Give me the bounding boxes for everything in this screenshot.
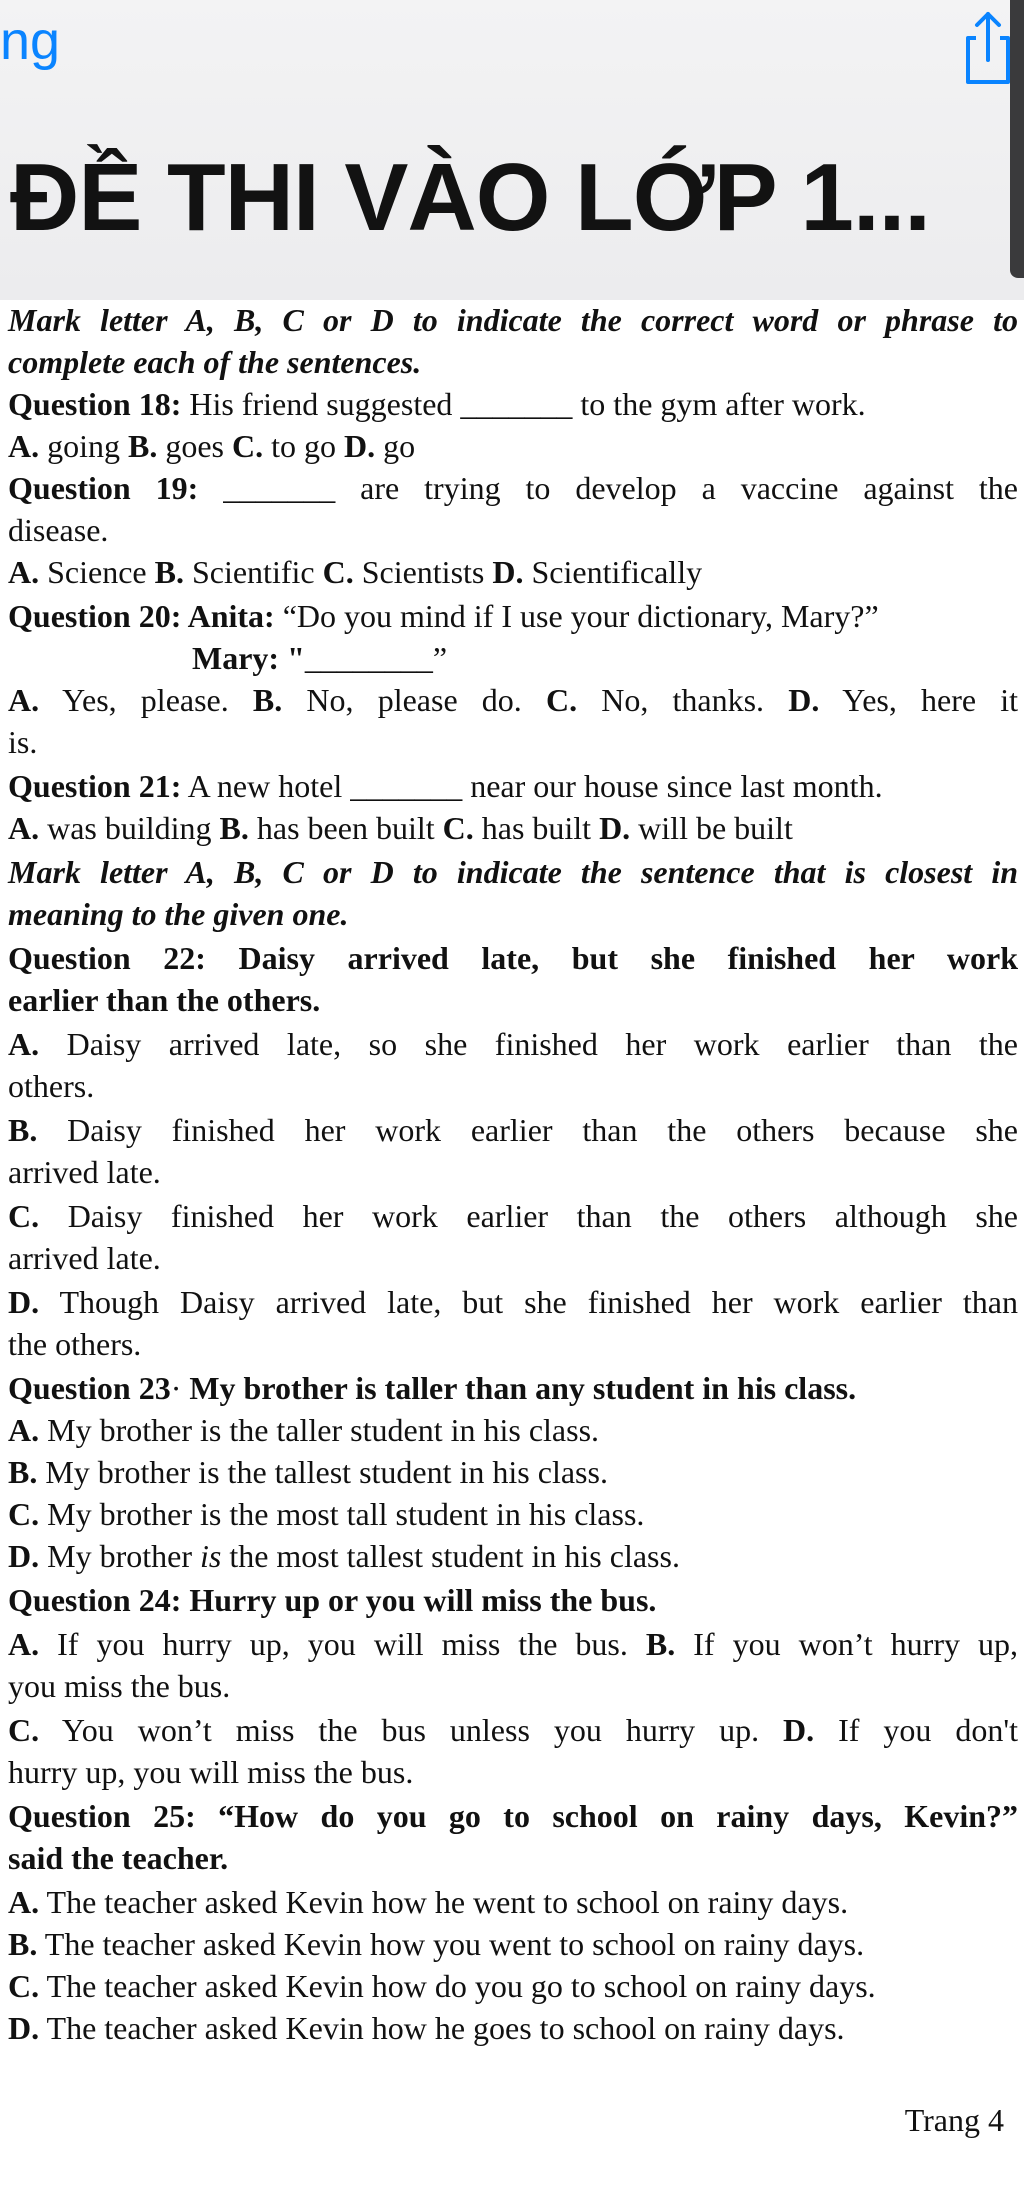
page-number: Trang 4 <box>904 2102 1004 2138</box>
question-19-options: A. Science B. Scientific C. Scientists D. Scientifically <box>8 554 703 590</box>
answer-blank: _______ <box>223 470 336 506</box>
question-23-option-d: D. My brother is the most tallest student in his class. <box>8 1538 680 1574</box>
question-25-option-c: C. The teacher asked Kevin how do you go to school on rainy days. <box>8 1968 876 2004</box>
question-19: Question 19: _______ are trying to develop a vaccine against the <box>8 470 1019 506</box>
question-22-line-2: earlier than the others. <box>8 982 321 1018</box>
question-22-option-a: A. Daisy arrived late, so she finished her work earlier than the <box>8 1026 1018 1062</box>
question-22-option-a-continued: others. <box>8 1068 95 1104</box>
question-24-options-ab: A. If you hurry up, you will miss the bus. B. If you won’t hurry up, <box>8 1626 1019 1662</box>
question-24: Question 24: Hurry up or you will miss the bus. <box>8 1582 657 1618</box>
question-22-option-b: B. Daisy finished her work earlier than the others because she <box>8 1112 1018 1148</box>
document-title: ĐỀ THI VÀO LỚP 1... <box>10 144 930 251</box>
share-button[interactable] <box>956 6 1018 88</box>
question-21-options: A. was building B. has been built C. has built D. will be built <box>8 810 793 846</box>
browser-top-bar <box>0 0 1024 300</box>
question-label: Question 23 <box>8 1370 171 1406</box>
question-label: Question 20: <box>8 598 182 634</box>
question-20-reply: Mary: "________” <box>192 640 448 676</box>
question-23-option-a: A. My brother is the taller student in his class. <box>8 1412 600 1448</box>
question-21: Question 21: A new hotel _______ near our house since last month. <box>8 768 883 804</box>
question-25-option-d: D. The teacher asked Kevin how he goes to school on rainy days. <box>8 2010 845 2046</box>
document-page <box>0 300 1024 2208</box>
question-24-options-ab-continued: you miss the bus. <box>8 1668 231 1704</box>
answer-blank: _______ <box>350 768 463 804</box>
question-label: Question 19: <box>8 470 199 506</box>
instruction-1-line-2: complete each of the sentences. <box>8 344 422 380</box>
question-22-option-c-continued: arrived late. <box>8 1240 161 1276</box>
question-18-options: A. going B. goes C. to go D. go <box>8 428 416 464</box>
answer-blank: ________ <box>304 640 433 676</box>
question-23: Question 23· My brother is taller than any student in his class. <box>8 1370 857 1406</box>
instruction-2-line-1: Mark letter A, B, C or D to indicate the sentence that is closest in <box>8 854 1018 890</box>
question-22-option-b-continued: arrived late. <box>8 1154 161 1190</box>
question-label: Question 18: <box>8 386 182 422</box>
answer-blank: _______ <box>460 386 573 422</box>
question-24-options-cd: C. You won’t miss the bus unless you hurry up. D. If you don't <box>8 1712 1019 1748</box>
question-25-line-1: Question 25: “How do you go to school on rainy days, Kevin?” <box>8 1798 1018 1834</box>
question-20: Question 20: Anita: “Do you mind if I use your dictionary, Mary?” <box>8 598 879 634</box>
question-22-option-d: D. Though Daisy arrived late, but she finished her work earlier than <box>8 1284 1018 1320</box>
question-25-option-b: B. The teacher asked Kevin how you went to school on rainy days. <box>8 1926 865 1962</box>
question-25-option-a: A. The teacher asked Kevin how he went to school on rainy days. <box>8 1884 849 1920</box>
instruction-1-line-1: Mark letter A, B, C or D to indicate the correct word or phrase to <box>8 302 1018 338</box>
question-22-option-d-continued: the others. <box>8 1326 142 1362</box>
question-label: Question 21: <box>8 768 182 804</box>
browser-tab-title[interactable]: ng <box>0 11 61 71</box>
scrollbar[interactable] <box>1010 0 1024 278</box>
question-20-options: A. Yes, please. B. No, please do. C. No, thanks. D. Yes, here it <box>8 682 1019 718</box>
instruction-2-line-2: meaning to the given one. <box>8 896 349 932</box>
question-23-option-b: B. My brother is the tallest student in his class. <box>8 1454 608 1490</box>
question-25-line-2: said the teacher. <box>8 1840 229 1876</box>
question-22-option-c: C. Daisy finished her work earlier than the others although she <box>8 1198 1018 1234</box>
question-19-continued: disease. <box>8 512 109 548</box>
question-23-option-c: C. My brother is the most tall student in his class. <box>8 1496 645 1532</box>
share-icon <box>956 6 1018 88</box>
question-20-continued: is. <box>8 724 38 760</box>
question-18: Question 18: His friend suggested _______ to the gym after work. <box>8 386 866 422</box>
question-22-line-1: Question 22: Daisy arrived late, but she finished her work <box>8 940 1018 976</box>
question-24-options-cd-continued: hurry up, you will miss the bus. <box>8 1754 414 1790</box>
